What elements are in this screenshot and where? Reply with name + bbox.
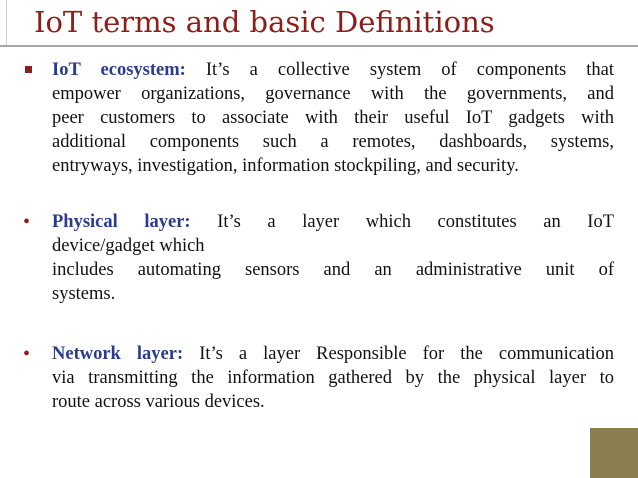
- bullet-line: systems.: [52, 284, 116, 304]
- bullet-line: peer customers to associate with their useful IoT gadgets with: [52, 108, 614, 128]
- term-label: Network layer:: [52, 344, 184, 364]
- bullet-line: empower organizations, governance with the governments, and: [52, 84, 614, 104]
- corner-accent-block: [590, 428, 638, 478]
- bullet-line: additional components such a remotes, dashboards, systems,: [52, 132, 614, 152]
- title-divider: [0, 45, 638, 47]
- bullet-text: [52, 210, 614, 306]
- bullet-line: entryways, investigation, information stockpiling, and security.: [52, 156, 519, 176]
- bullet-text: [52, 58, 614, 178]
- bullet-line: via transmitting the information gathered by the physical layer to: [52, 368, 614, 388]
- bullet-physical-layer: [20, 210, 614, 306]
- bullet-line: Physical layer: It’s a layer which constitutes an IoT: [52, 212, 615, 232]
- bullet-network-layer: [20, 342, 614, 414]
- bullet-line: IoT ecosystem: It’s a collective system of components that: [52, 60, 614, 80]
- round-bullet-icon: •: [23, 343, 31, 365]
- title-left-bar: [0, 0, 7, 46]
- term-label: Physical layer:: [52, 212, 191, 232]
- bullet-iot-ecosystem: [20, 58, 614, 178]
- bullet-line: route across various devices.: [52, 392, 265, 412]
- round-bullet-icon: •: [23, 211, 31, 233]
- bullet-line: device/gadget which: [52, 236, 205, 256]
- square-bullet-icon: [25, 66, 32, 73]
- bullet-text: [52, 342, 614, 414]
- bullet-line: includes automating sensors and an administrative unit of: [52, 260, 614, 280]
- slide-title: IoT terms and basic Definitions: [34, 5, 495, 39]
- term-label: IoT ecosystem:: [52, 60, 186, 80]
- bullet-line: Network layer: It’s a layer Responsible for the communication: [52, 344, 615, 364]
